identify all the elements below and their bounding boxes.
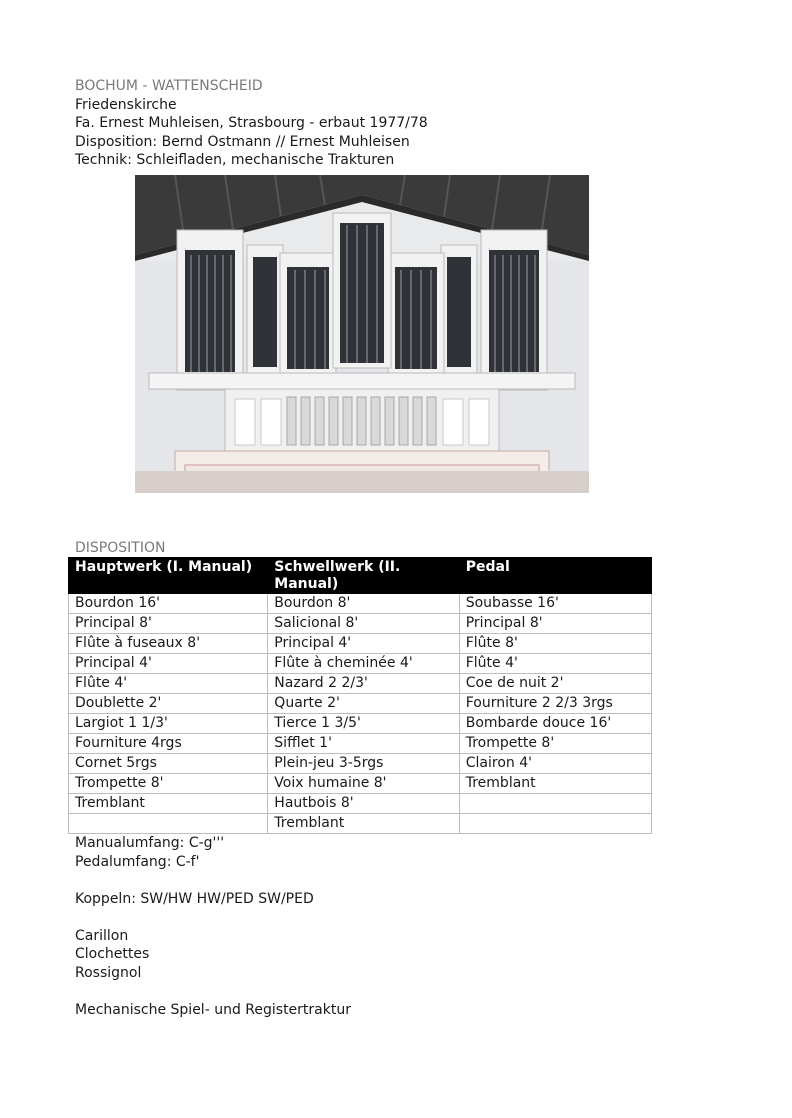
schwellwerk-stop: Voix humaine 8'	[268, 774, 459, 794]
accessory-clochettes: Clochettes	[75, 946, 150, 962]
disposition-authors: Disposition: Bernd Ostmann // Ernest Muhleisen	[75, 133, 410, 150]
pedal-stop: Tremblant	[459, 774, 651, 794]
disposition-title: DISPOSITION	[75, 540, 166, 556]
table-row	[69, 614, 652, 634]
hauptwerk-stop: Bourdon 16'	[69, 594, 268, 614]
pedal-stop	[459, 794, 651, 814]
pedal-range: Pedalumfang: C-f'	[75, 853, 200, 870]
column-header-schwellwerk: Schwellwerk (II. Manual)	[268, 558, 459, 594]
schwellwerk-stop: Hautbois 8'	[268, 794, 459, 814]
table-row	[69, 814, 652, 834]
schwellwerk-stop: Salicional 8'	[268, 614, 459, 634]
schwellwerk-stop: Principal 4'	[268, 634, 459, 654]
disposition-table-body	[69, 594, 652, 834]
hauptwerk-stop: Doublette 2'	[69, 694, 268, 714]
table-row	[69, 734, 652, 754]
hauptwerk-stop: Largiot 1 1/3'	[69, 714, 268, 734]
pedal-stop: Flûte 4'	[459, 654, 651, 674]
hauptwerk-stop: Fourniture 4rgs	[69, 734, 268, 754]
pedal-stop: Flûte 8'	[459, 634, 651, 654]
table-row	[69, 714, 652, 734]
schwellwerk-stop: Tierce 1 3/5'	[268, 714, 459, 734]
hauptwerk-stop: Flûte 4'	[69, 674, 268, 694]
pedal-stop: Principal 8'	[459, 614, 651, 634]
schwellwerk-stop: Nazard 2 2/3'	[268, 674, 459, 694]
disposition-table	[68, 557, 652, 834]
pedal-stop	[459, 814, 651, 834]
table-row	[69, 654, 652, 674]
notes-section	[75, 834, 351, 1019]
hauptwerk-stop: Trompette 8'	[69, 774, 268, 794]
pedal-stop: Coe de nuit 2'	[459, 674, 651, 694]
schwellwerk-stop: Tremblant	[268, 814, 459, 834]
accessory-rossignol: Rossignol	[75, 964, 142, 981]
church-name: Friedenskirche	[75, 96, 177, 113]
hauptwerk-stop: Principal 8'	[69, 614, 268, 634]
hauptwerk-stop: Flûte à fuseaux 8'	[69, 634, 268, 654]
hauptwerk-stop: Cornet 5rgs	[69, 754, 268, 774]
location-title: BOCHUM - WATTENSCHEID	[75, 78, 263, 94]
hauptwerk-stop: Principal 4'	[69, 654, 268, 674]
column-header-hauptwerk: Hauptwerk (I. Manual)	[69, 558, 268, 594]
table-row	[69, 754, 652, 774]
table-row	[69, 774, 652, 794]
pedal-stop: Clairon 4'	[459, 754, 651, 774]
pedal-stop: Fourniture 2 2/3 3rgs	[459, 694, 651, 714]
pedal-stop: Soubasse 16'	[459, 594, 651, 614]
schwellwerk-stop: Bourdon 8'	[268, 594, 459, 614]
schwellwerk-stop: Plein-jeu 3-5rgs	[268, 754, 459, 774]
schwellwerk-stop: Quarte 2'	[268, 694, 459, 714]
column-header-pedal: Pedal	[459, 558, 651, 594]
hauptwerk-stop: Tremblant	[69, 794, 268, 814]
schwellwerk-stop: Flûte à cheminée 4'	[268, 654, 459, 674]
action-type: Mechanische Spiel- und Registertraktur	[75, 1001, 351, 1018]
table-header-row	[69, 558, 652, 594]
table-row	[69, 674, 652, 694]
organ-builder: Fa. Ernest Muhleisen, Strasbourg - erbaut 1977/78	[75, 115, 428, 131]
organ-photo	[135, 175, 589, 493]
table-row	[69, 694, 652, 714]
pedal-stop: Trompette 8'	[459, 734, 651, 754]
technik-line: Technik: Schleifladen, mechanische Trakturen	[75, 152, 395, 168]
table-row	[69, 794, 652, 814]
hauptwerk-stop	[69, 814, 268, 834]
table-row	[69, 594, 652, 614]
manual-range: Manualumfang: C-g'''	[75, 835, 225, 851]
pedal-stop: Bombarde douce 16'	[459, 714, 651, 734]
couplers: Koppeln: SW/HW HW/PED SW/PED	[75, 890, 314, 907]
table-row	[69, 634, 652, 654]
schwellwerk-stop: Sifflet 1'	[268, 734, 459, 754]
document-header	[75, 77, 428, 170]
accessory-carillon: Carillon	[75, 927, 129, 944]
